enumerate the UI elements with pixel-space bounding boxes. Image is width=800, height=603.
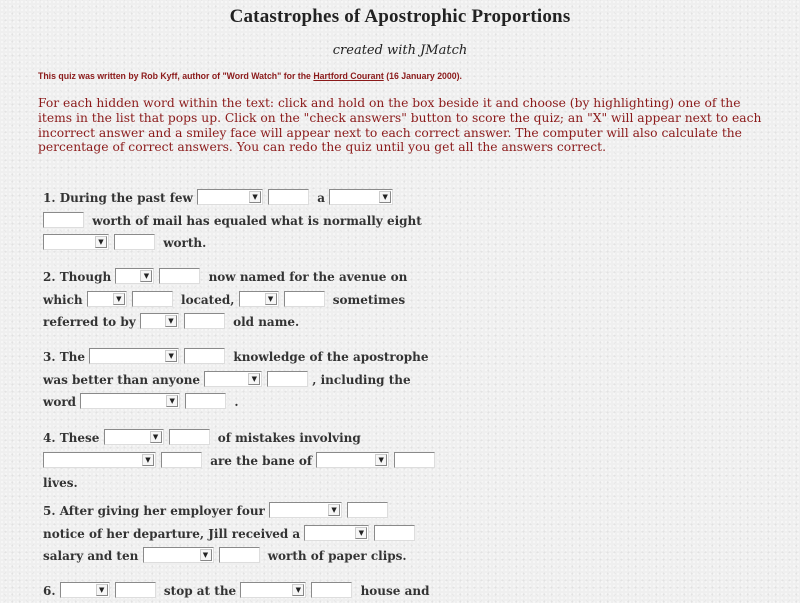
author-credit bbox=[38, 71, 462, 82]
q4-dropdown-1[interactable] bbox=[104, 429, 164, 445]
q3-answer-box-1 bbox=[184, 348, 225, 364]
q2-dropdown-2[interactable] bbox=[87, 291, 127, 307]
q3-text: was better than anyone bbox=[43, 372, 201, 387]
chevron-down-icon: ▼ bbox=[292, 584, 304, 596]
q6-dropdown-1[interactable] bbox=[60, 582, 110, 598]
q4-answer-box-1 bbox=[169, 429, 210, 445]
q1-answer-box-1 bbox=[268, 189, 309, 205]
q6-text: 6. bbox=[43, 584, 56, 598]
chevron-down-icon: ▼ bbox=[249, 191, 261, 203]
chevron-down-icon: ▼ bbox=[328, 504, 340, 516]
page-title: Catastrophes of Apostrophic Proportions bbox=[229, 6, 571, 27]
q2-text: old name. bbox=[233, 315, 300, 329]
q2-text: 2. Though bbox=[43, 270, 112, 284]
chevron-down-icon: ▼ bbox=[375, 454, 387, 466]
q5-text: worth of paper clips. bbox=[267, 549, 407, 563]
chevron-down-icon: ▼ bbox=[113, 293, 125, 305]
q2-answer-box-1 bbox=[159, 268, 200, 284]
question-2 bbox=[43, 266, 473, 334]
q5-dropdown-1[interactable] bbox=[269, 502, 342, 518]
q3-text: , including the bbox=[312, 372, 411, 387]
q4-text: of mistakes involving bbox=[217, 431, 361, 445]
q1-dropdown-1[interactable] bbox=[197, 189, 263, 205]
q2-dropdown-3[interactable] bbox=[239, 291, 279, 307]
q4-text: 4. These bbox=[43, 431, 100, 445]
chevron-down-icon: ▼ bbox=[165, 315, 177, 327]
q3-dropdown-3[interactable] bbox=[80, 393, 180, 409]
chevron-down-icon: ▼ bbox=[379, 191, 391, 203]
q6-dropdown-2[interactable] bbox=[240, 582, 306, 598]
page-subtitle: created with JMatch bbox=[332, 43, 468, 58]
q2-answer-box-2 bbox=[132, 291, 173, 307]
q3-answer-box-3 bbox=[185, 393, 226, 409]
q5-text: 5. After giving her employer four bbox=[43, 504, 265, 518]
q2-text: referred to by bbox=[43, 315, 136, 329]
chevron-down-icon: ▼ bbox=[166, 395, 178, 407]
q1-answer-box-2 bbox=[43, 212, 84, 228]
q2-text: which bbox=[43, 292, 83, 307]
q2-answer-box-4 bbox=[184, 313, 225, 329]
q2-text: located, bbox=[181, 292, 235, 307]
chevron-down-icon: ▼ bbox=[96, 584, 108, 596]
q5-answer-box-3 bbox=[219, 547, 260, 563]
q6-text: house and bbox=[360, 584, 430, 598]
chevron-down-icon: ▼ bbox=[355, 527, 367, 539]
q6-text: stop at the bbox=[163, 584, 237, 598]
q2-text: now named for the avenue on bbox=[208, 270, 408, 284]
q4-dropdown-2[interactable] bbox=[43, 452, 156, 468]
q1-text: a bbox=[317, 191, 326, 205]
question-6 bbox=[43, 580, 473, 603]
q5-text: salary and ten bbox=[43, 549, 139, 563]
chevron-down-icon: ▼ bbox=[142, 454, 154, 466]
chevron-down-icon: ▼ bbox=[165, 350, 177, 362]
chevron-down-icon: ▼ bbox=[95, 236, 107, 248]
credit-date: (16 January 2000). bbox=[383, 71, 462, 82]
hartford-courant-link[interactable]: Hartford Courant bbox=[313, 71, 384, 82]
q2-answer-box-3 bbox=[284, 291, 325, 307]
q2-text: sometimes bbox=[332, 292, 406, 307]
instructions: For each hidden word within the text: click and hold on the box beside it and choose (by highlighting) one of the items in the list that pops up. Click on the "check answers" button to score the quiz; an "X" will appear next to each incorrect answer and a smiley face will appear next to each correct answer. The computer will also calculate the percentage of correct answers. You can redo the quiz until you get all the answers correct. bbox=[38, 96, 762, 155]
q5-dropdown-2[interactable] bbox=[304, 525, 369, 541]
q3-dropdown-1[interactable] bbox=[89, 348, 179, 364]
q1-text: worth of mail has equaled what is normally eight bbox=[92, 213, 422, 228]
q4-text: lives. bbox=[43, 476, 78, 490]
q5-answer-box-2 bbox=[374, 525, 415, 541]
q4-answer-box-3 bbox=[394, 452, 435, 468]
q1-dropdown-3[interactable] bbox=[43, 234, 109, 250]
q3-text: knowledge of the apostrophe bbox=[233, 350, 429, 364]
credit-text: This quiz was written by Rob Kyff, author of "Word Watch" for the bbox=[38, 71, 314, 82]
question-1 bbox=[43, 187, 473, 255]
q5-dropdown-3[interactable] bbox=[143, 547, 214, 563]
question-4 bbox=[43, 427, 473, 495]
q3-answer-box-2 bbox=[267, 371, 308, 387]
chevron-down-icon: ▼ bbox=[200, 549, 212, 561]
q1-answer-box-3 bbox=[114, 234, 155, 250]
q2-dropdown-1[interactable] bbox=[115, 268, 154, 284]
q4-dropdown-3[interactable] bbox=[316, 452, 389, 468]
q3-text: . bbox=[234, 395, 239, 409]
question-5 bbox=[43, 500, 473, 568]
q4-text: are the bane of bbox=[210, 453, 313, 468]
q6-answer-box-1 bbox=[115, 582, 156, 598]
q2-dropdown-4[interactable] bbox=[140, 313, 179, 329]
q3-text: 3. The bbox=[43, 350, 85, 364]
q5-text: notice of her departure, Jill received a bbox=[43, 526, 301, 541]
chevron-down-icon: ▼ bbox=[150, 431, 162, 443]
q6-answer-box-2 bbox=[311, 582, 352, 598]
q5-answer-box-1 bbox=[347, 502, 388, 518]
q1-dropdown-2[interactable] bbox=[329, 189, 393, 205]
q1-text: worth. bbox=[163, 236, 207, 250]
q4-answer-box-2 bbox=[161, 452, 202, 468]
chevron-down-icon: ▼ bbox=[265, 293, 277, 305]
chevron-down-icon: ▼ bbox=[140, 270, 152, 282]
q1-text: 1. During the past few bbox=[43, 191, 193, 205]
chevron-down-icon: ▼ bbox=[248, 373, 260, 385]
q3-dropdown-2[interactable] bbox=[204, 371, 262, 387]
question-3 bbox=[43, 346, 473, 414]
q3-text: word bbox=[43, 395, 77, 409]
